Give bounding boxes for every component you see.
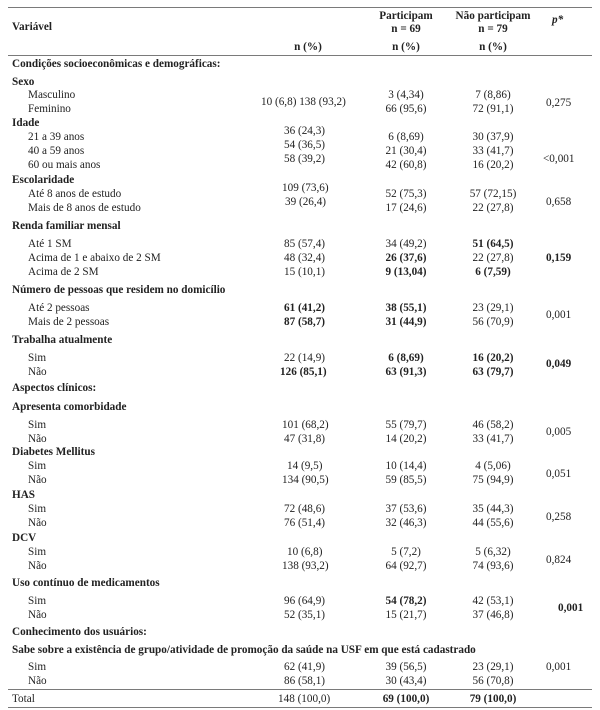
cell-nonpart: 56 (70,8) [472, 675, 514, 687]
row-label: Sim [28, 546, 47, 558]
header-variavel: Variável [12, 21, 52, 33]
row-label: Até 2 pessoas [28, 302, 90, 314]
row-label: 60 ou mais anos [28, 159, 101, 171]
cell-part: 38 (55,1) [385, 302, 427, 314]
row-label: Não [28, 474, 47, 486]
cell-total: 134 (90,5) [282, 474, 329, 486]
cell-part: 15 (21,7) [385, 609, 427, 621]
cell-total: 109 (73,6) [282, 182, 329, 194]
cell-total: 76 (51,4) [284, 517, 326, 529]
cell-p: 0,005 [546, 426, 572, 438]
header-participam: Participam [379, 10, 433, 22]
total-label: Total [12, 693, 35, 705]
row-label: Sim [28, 661, 47, 673]
cell-total: 96 (64,9) [284, 595, 326, 607]
cell-part: 64 (92,7) [385, 560, 427, 572]
cell-nonpart: 51 (64,5) [472, 238, 514, 250]
cell-nonpart: 74 (93,6) [472, 560, 514, 572]
cell-total: 48 (32,4) [284, 252, 326, 264]
cell-nonpart: 72 (91,1) [472, 103, 514, 115]
cell-nonpart: 4 (5,06) [475, 460, 511, 472]
group-escolaridade: Escolaridade [12, 174, 75, 186]
cell-nonpart: 16 (20,2) [472, 352, 514, 364]
group-medicamentos: Uso contínuo de medicamentos [12, 577, 160, 589]
cell-part: 55 (79,7) [385, 419, 427, 431]
row-label: Não [28, 517, 47, 529]
cell-part: 10 (14,4) [385, 460, 427, 472]
group-comorbidade: Apresenta comorbidade [12, 401, 127, 413]
cell-total: 87 (58,7) [284, 316, 326, 328]
cell-part: 14 (20,2) [385, 433, 427, 445]
cell-nonpart: 33 (41,7) [472, 145, 514, 157]
row-label: Até 1 SM [28, 238, 72, 250]
group-has: HAS [12, 489, 36, 501]
cell-total: 85 (57,4) [284, 238, 326, 250]
cell-total: 138 (93,2) [282, 560, 329, 572]
cell-nonpart: 23 (29,1) [472, 661, 514, 673]
cell-part: 32 (46,3) [385, 517, 427, 529]
cell-part: 63 (91,3) [385, 366, 427, 378]
cell-p: 0,001 [546, 309, 572, 321]
cell-total: 126 (85,1) [280, 366, 327, 378]
cell-nonpart: 16 (20,2) [472, 159, 514, 171]
row-label: Mais de 2 pessoas [28, 316, 110, 328]
cell-nonpart: 37 (46,8) [472, 609, 514, 621]
cell-part: 31 (44,9) [385, 316, 427, 328]
cell-nonpart: 57 (72,15) [469, 188, 517, 200]
row-label: Não [28, 433, 47, 445]
row-label: Sim [28, 503, 47, 515]
cell-nonpart: 42 (53,1) [472, 595, 514, 607]
cell-nonpart: 75 (94,9) [472, 474, 514, 486]
cell-p: 0,001 [546, 661, 572, 673]
cell-total: 52 (35,1) [284, 609, 326, 621]
cell-total: 86 (58,1) [284, 675, 326, 687]
table-top-rule [8, 7, 592, 8]
cell-total: 62 (41,9) [284, 661, 326, 673]
row-label: Até 8 anos de estudo [28, 188, 122, 200]
cell-p: 0,258 [546, 511, 572, 523]
cell-p: 0,824 [546, 554, 572, 566]
cell-total: 54 (36,5) [284, 139, 326, 151]
cell-nonpart: 23 (29,1) [472, 302, 514, 314]
cell-part: 21 (30,4) [385, 145, 427, 157]
group-dcv: DCV [12, 532, 37, 544]
row-label: Feminino [28, 103, 71, 115]
cell-nonpart: 56 (70,9) [472, 316, 514, 328]
header-nonpart-pct: n (%) [479, 41, 507, 53]
group-idade: Idade [12, 117, 40, 129]
cell-part: 5 (7,2) [391, 546, 421, 558]
cell-p: 0,051 [546, 468, 572, 480]
cell-nonpart: 44 (55,6) [472, 517, 514, 529]
cell-part: 42 (60,8) [385, 159, 427, 171]
row-label: Não [28, 609, 47, 621]
cell-nonpart: 5 (6,32) [475, 546, 511, 558]
cell-nonpart: 30 (37,9) [472, 131, 514, 143]
row-label: Acima de 1 e abaixo de 2 SM [28, 252, 161, 264]
cell-total: 36 (24,3) [284, 125, 326, 137]
group-sexo: Sexo [12, 76, 35, 88]
cell-part: 3 (4,34) [388, 89, 424, 101]
row-label: 40 a 59 anos [28, 145, 85, 157]
header-nao-participam-n: n = 79 [478, 23, 508, 35]
row-label: Não [28, 366, 47, 378]
cell-part: 66 (95,6) [385, 103, 427, 115]
row-label: Acima de 2 SM [28, 266, 99, 278]
cell-part: 52 (75,3) [385, 188, 427, 200]
total-part: 69 (100,0) [382, 693, 430, 705]
row-label: Sim [28, 595, 47, 607]
row-label: 21 a 39 anos [28, 131, 85, 143]
header-p-value: p* [552, 14, 564, 26]
cell-p: <0,001 [543, 153, 575, 165]
group-atividade: Sabe sobre a existência de grupo/atividade de promoção da saúde na USF em que está cadastrado [12, 644, 476, 656]
cell-total: 10 (6,8) 138 (93,2) [261, 96, 346, 108]
group-pessoas: Número de pessoas que residem no domicílio [12, 284, 226, 296]
header-participam-n: n = 69 [391, 23, 421, 35]
group-trabalha: Trabalha atualmente [12, 334, 113, 346]
row-label: Masculino [28, 89, 76, 101]
group-diabetes: Diabetes Mellitus [12, 446, 95, 458]
cell-p: 0,049 [546, 358, 572, 370]
row-label: Mais de 8 anos de estudo [28, 202, 141, 214]
cell-total: 61 (41,2) [284, 302, 326, 314]
section-socio: Condições socioeconômicas e demográficas: [12, 58, 221, 70]
cell-part: 30 (43,4) [385, 675, 427, 687]
cell-part: 6 (8,69) [388, 131, 424, 143]
header-total-pct: n (%) [294, 41, 322, 53]
cell-nonpart: 63 (79,7) [472, 366, 514, 378]
total-rule [8, 689, 592, 690]
cell-total: 39 (26,4) [285, 196, 327, 208]
cell-nonpart: 7 (8,86) [475, 89, 511, 101]
cell-nonpart: 22 (27,8) [472, 252, 514, 264]
cell-part: 9 (13,04) [385, 266, 427, 278]
cell-nonpart: 22 (27,8) [472, 202, 514, 214]
row-label: Sim [28, 352, 47, 364]
cell-nonpart: 33 (41,7) [472, 433, 514, 445]
header-part-pct: n (%) [392, 41, 420, 53]
total-total: 148 (100,0) [278, 693, 331, 705]
cell-total: 101 (68,2) [282, 419, 329, 431]
cell-total: 22 (14,9) [284, 352, 326, 364]
cell-total: 14 (9,5) [287, 460, 323, 472]
header-rule [8, 55, 592, 56]
row-label: Não [28, 675, 47, 687]
total-nonpart: 79 (100,0) [469, 693, 517, 705]
group-renda: Renda familiar mensal [12, 220, 121, 232]
row-label: Sim [28, 460, 47, 472]
cell-part: 34 (49,2) [385, 238, 427, 250]
cell-part: 59 (85,5) [385, 474, 427, 486]
cell-nonpart: 6 (7,59) [475, 266, 511, 278]
cell-part: 26 (37,6) [385, 252, 427, 264]
cell-total: 58 (39,2) [284, 153, 326, 165]
cell-part: 54 (78,2) [385, 595, 427, 607]
cell-nonpart: 46 (58,2) [472, 419, 514, 431]
table-bottom-rule [8, 707, 592, 708]
cell-total: 47 (31,8) [284, 433, 326, 445]
section-clinical: Aspectos clínicos: [12, 382, 97, 394]
cell-total: 72 (48,6) [284, 503, 326, 515]
cell-part: 39 (56,5) [385, 661, 427, 673]
cell-total: 10 (6,8) [287, 546, 323, 558]
cell-total: 15 (10,1) [284, 266, 326, 278]
cell-part: 6 (8,69) [388, 352, 424, 364]
header-nao-participam: Não participam [455, 10, 531, 22]
cell-p: 0,001 [558, 602, 584, 614]
section-knowledge: Conhecimento dos usuários: [12, 626, 147, 638]
row-label: Não [28, 560, 47, 572]
cell-p: 0,275 [546, 97, 572, 109]
cell-part: 17 (24,6) [385, 202, 427, 214]
cell-p: 0,159 [546, 252, 572, 264]
cell-p: 0,658 [546, 196, 572, 208]
row-label: Sim [28, 419, 47, 431]
cell-part: 37 (53,6) [385, 503, 427, 515]
cell-nonpart: 35 (44,3) [472, 503, 514, 515]
